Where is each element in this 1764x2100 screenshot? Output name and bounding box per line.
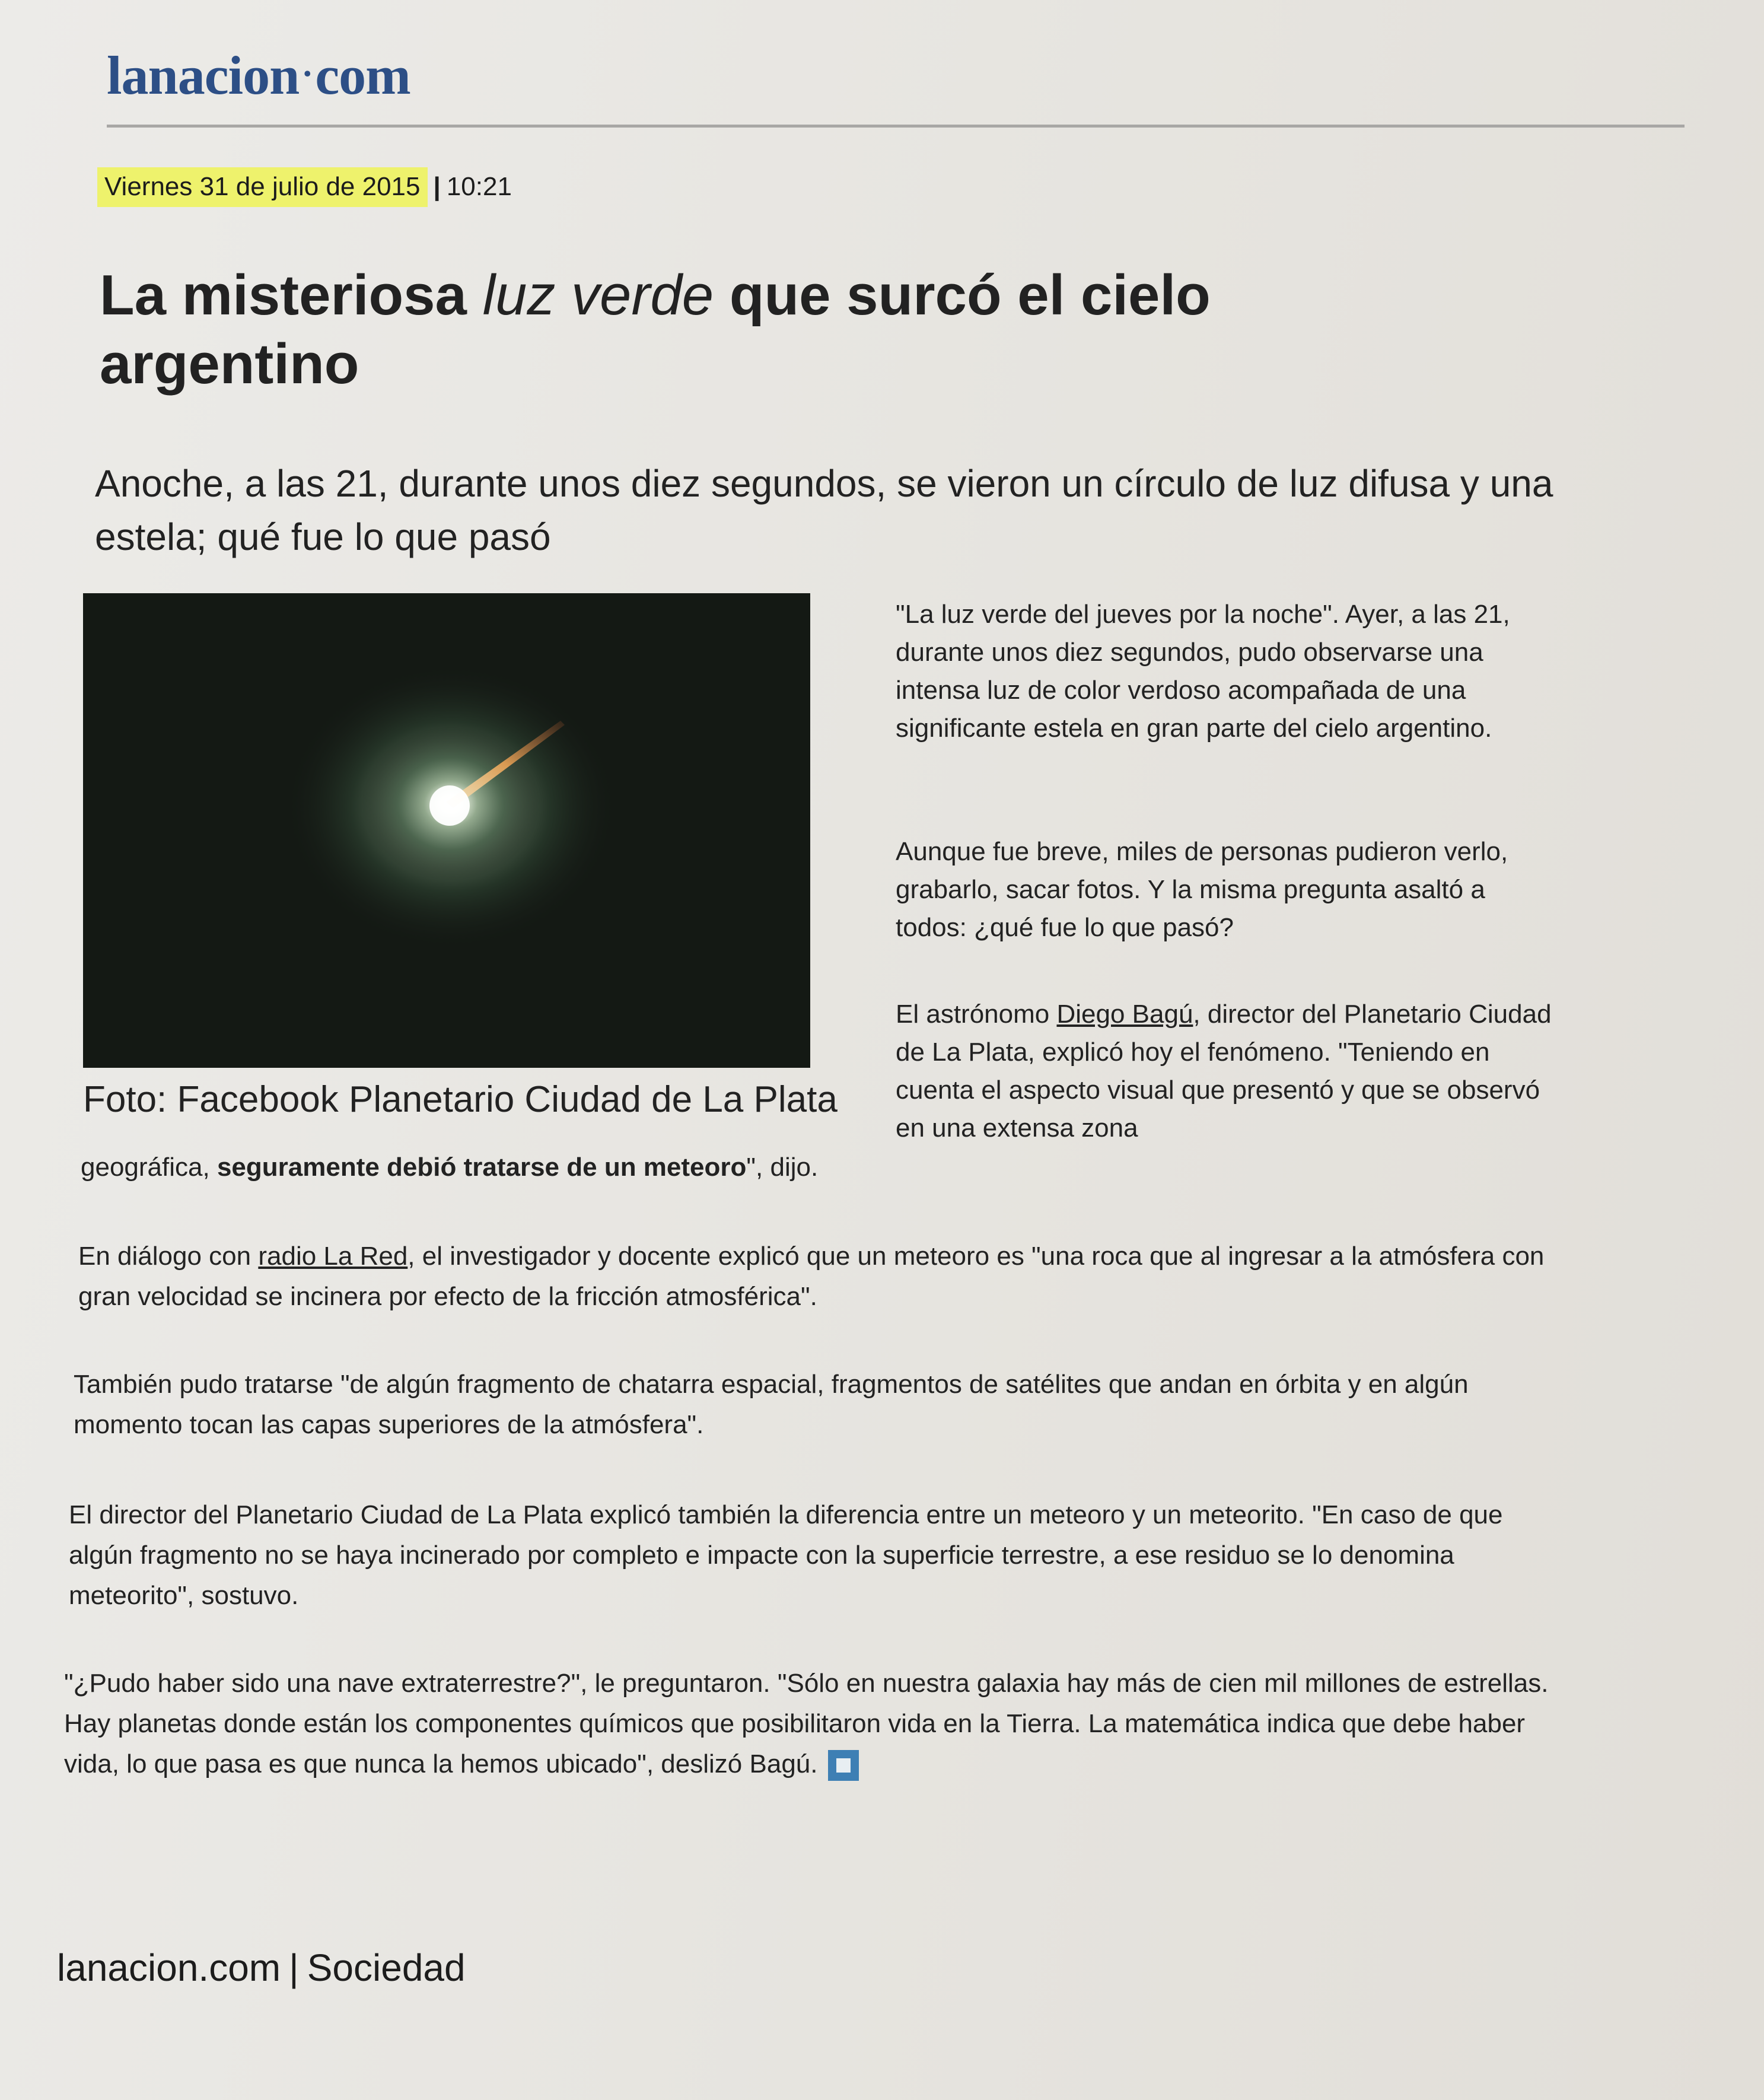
- headline-part-2: que surcó el cielo argentino: [100, 263, 1211, 396]
- paragraph-2: Aunque fue breve, miles de personas pudieron verlo, grabarlo, sacar fotos. Y la misma pregunta asaltó a todos: ¿qué fue lo que pasó?: [896, 837, 1508, 942]
- header-divider: [107, 125, 1685, 128]
- meteor-image: [83, 593, 810, 1068]
- paragraph-3: [896, 995, 1560, 1147]
- end-of-article-square-icon: [828, 1750, 859, 1781]
- paragraph-4-start: En diálogo con: [78, 1242, 259, 1271]
- logo-tld: com: [315, 45, 410, 106]
- footer-site: lanacion.com: [57, 1946, 281, 1989]
- lanacion-logo: [107, 44, 410, 107]
- headline-part-1: La misteriosa: [100, 263, 483, 327]
- paragraph-5: También pudo tratarse "de algún fragmento de chatarra espacial, fragmentos de satélites que andan en órbita y en algún momento tocan las capas superiores de la atmósfera".: [74, 1370, 1469, 1439]
- paragraph-3-continued: [81, 1147, 1599, 1188]
- paragraph-3-bold-quote: seguramente debió tratarse de un meteoro: [216, 1153, 747, 1182]
- footer-section: Sociedad: [307, 1946, 466, 1989]
- dateline-separator: |: [433, 172, 441, 201]
- footer-separator: |: [289, 1946, 299, 1989]
- logo-dot: ·: [301, 54, 313, 93]
- paragraph-3-middle: , director del Planetario Ciudad de La Plata, explicó hoy el fenómeno. "Teniendo en cuenta el aspecto visual que presentó y que se observó en una extensa zona: [896, 1000, 1552, 1143]
- diego-bagu-link[interactable]: Diego Bagú: [1056, 1000, 1193, 1029]
- paragraph-7-text: "¿Pudo haber sido una nave extraterrestre?", le preguntaron. "Sólo en nuestra galaxia hay más de cien mil millones de estrellas. Hay planetas donde están los componentes químicos que posibilitaron vida en la Tierra. La matemática indica que debe haber vida, lo que pasa es que nunca la hemos ubicado", deslizó Bagú.: [64, 1669, 1549, 1778]
- radio-la-red-link[interactable]: radio La Red: [258, 1242, 408, 1271]
- paragraph-4-rest: , el investigador y docente explicó que un meteoro es "una roca que al ingresar a la atmósfera con gran velocidad se incinera por efecto de la fricción atmosférica".: [78, 1242, 1545, 1311]
- meteor-core: [429, 785, 470, 826]
- paragraph-3-continued-start: geográfica,: [81, 1153, 217, 1182]
- paragraph-6: El director del Planetario Ciudad de La Plata explicó también la diferencia entre un meteoro y un meteorito. "En caso de que algún fragmento no se haya incinerado por completo e impacte con la superficie terrestre, a ese residuo se lo denomina meteorito", sostuvo.: [69, 1500, 1503, 1610]
- meteor-photo: [83, 593, 810, 1068]
- page-footer: [57, 1946, 466, 1990]
- paragraph-1: "La luz verde del jueves por la noche". Ayer, a las 21, durante unos diez segundos, pudo observarse una intensa luz de color verdoso acompañada de una significante estela en gran parte del cielo argentino.: [896, 600, 1510, 743]
- publication-date: Viernes 31 de julio de 2015: [97, 167, 428, 207]
- headline-emphasis: luz verde: [482, 263, 714, 327]
- paragraph-4: [78, 1236, 1573, 1317]
- paragraph-7: [64, 1663, 1582, 1784]
- publication-time: 10:21: [446, 172, 512, 201]
- dateline: [97, 172, 512, 202]
- article-headline: [100, 261, 1405, 399]
- photo-caption: Foto: Facebook Planetario Ciudad de La Plata: [83, 1079, 838, 1120]
- paragraph-3-start: El astrónomo: [896, 1000, 1057, 1029]
- paragraph-3-end: ", dijo.: [746, 1153, 819, 1182]
- article-deck: Anoche, a las 21, durante unos diez segundos, se vieron un círculo de luz difusa y una estela; qué fue lo que pasó: [95, 462, 1553, 558]
- logo-brand: lanacion: [107, 45, 300, 106]
